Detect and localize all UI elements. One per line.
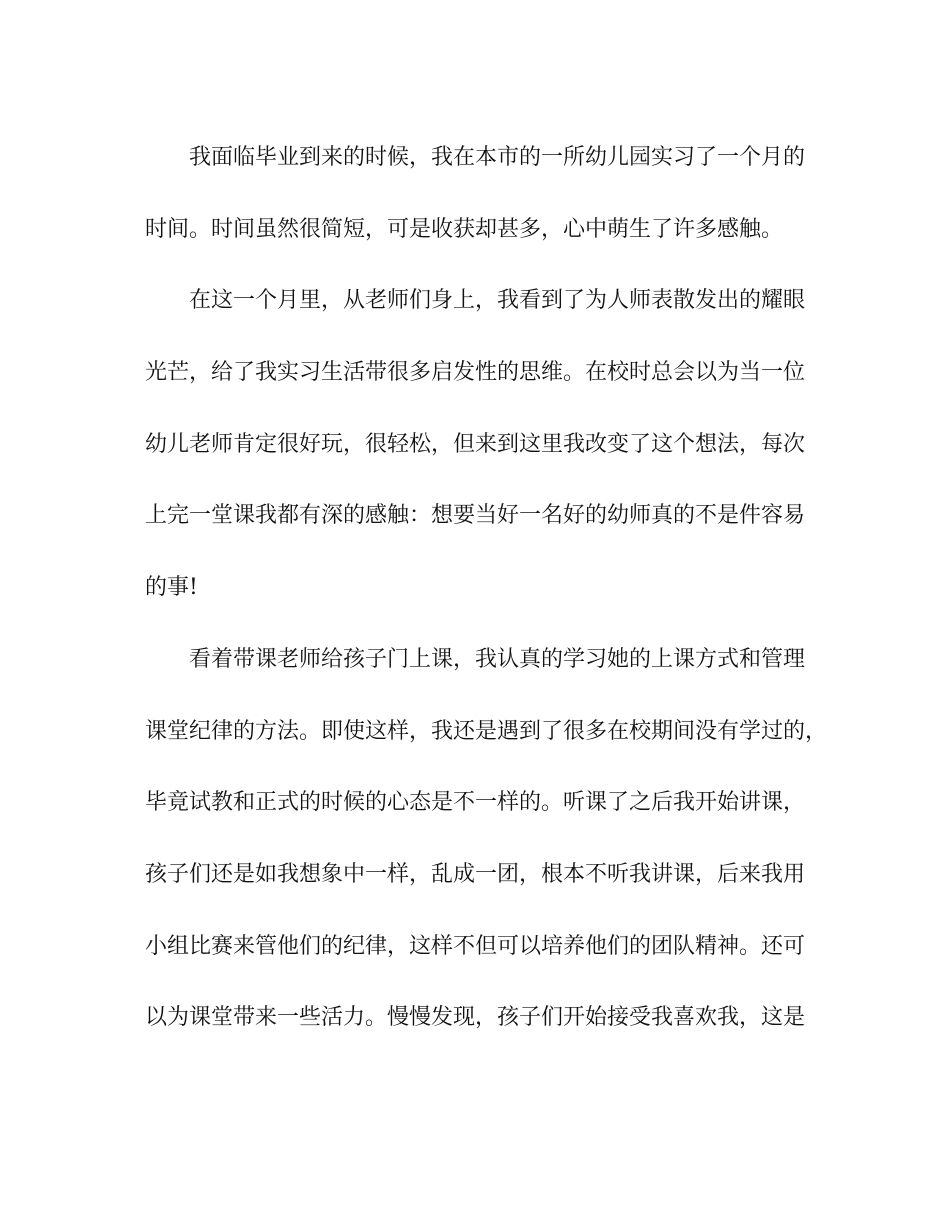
paragraph-line: 我面临毕业到来的时候，我在本市的一所幼儿园实习了一个月的 xyxy=(189,145,806,170)
paragraph-line: 课堂纪律的方法。即使这样，我还是遇到了很多在校期间没有学过的， xyxy=(145,718,828,744)
paragraph-line: 在这一个月里，从老师们身上，我看到了为人师表散发出的耀眼 xyxy=(189,288,806,314)
paragraph-line: 毕竟试教和正式的时候的心态是不一样的。听课了之后我开始讲课， xyxy=(145,790,806,816)
paragraph-line: 上完一堂课我都有深的感触：想要当好一名好的幼师真的不是件容易 xyxy=(145,503,806,529)
document-body xyxy=(145,134,828,1066)
paragraph-3 xyxy=(145,636,828,1066)
paragraph-1 xyxy=(145,134,805,277)
paragraph-line: 小组比赛来管他们的纪律，这样不但可以培养他们的团队精神。还可 xyxy=(145,933,806,959)
paragraph-line: 时间。时间虽然很简短，可是收获却甚多，心中萌生了许多感触。 xyxy=(145,216,784,242)
paragraph-line: 以为课堂带来一些活力。慢慢发现，孩子们开始接受我喜欢我，这是 xyxy=(145,1005,806,1031)
paragraph-line: 光芒，给了我实习生活带很多启发性的思维。在校时总会以为当一位 xyxy=(145,360,806,386)
paragraph-line: 的事! xyxy=(145,575,198,601)
paragraph-line: 幼儿老师肯定很好玩，很轻松，但来到这里我改变了这个想法，每次 xyxy=(145,431,806,457)
paragraph-2 xyxy=(145,277,805,635)
paragraph-line: 看着带课老师给孩子门上课，我认真的学习她的上课方式和管理 xyxy=(189,646,806,672)
paragraph-line: 孩子们还是如我想象中一样，乱成一团，根本不听我讲课，后来我用 xyxy=(145,861,806,887)
